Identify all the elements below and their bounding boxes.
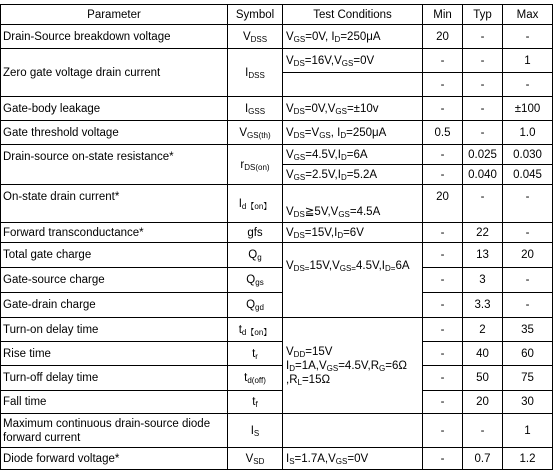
max-cell: 75: [503, 366, 553, 391]
param-cell: Drain-source on-state resistance*: [1, 145, 228, 185]
max-cell: -: [503, 293, 553, 318]
table-row: [1, 342, 553, 366]
table-row: [1, 145, 553, 165]
typ-cell: 2: [463, 318, 503, 342]
condition-cell: $V_{GS}=4.5V,I_D=6A$: [283, 145, 423, 165]
min-cell: -: [423, 318, 463, 342]
typ-cell: 0.7: [463, 448, 503, 470]
max-cell: 35: [503, 318, 553, 342]
symbol-cell: $t_{d【on】}$: [228, 318, 283, 342]
typ-cell: -: [463, 121, 503, 145]
condition-cell: $V_{GS}=0V$, $I_D=250\mu A$: [283, 25, 423, 49]
symbol-cell: $I_{d【on】}$: [228, 185, 283, 223]
condition-cell: [283, 414, 423, 448]
min-cell: -: [423, 73, 463, 97]
max-cell: -: [503, 223, 553, 243]
min-cell: -: [423, 145, 463, 165]
min-cell: -: [423, 414, 463, 448]
symbol-cell: $V_{DSS}$: [228, 25, 283, 49]
electrical-characteristics-table: [0, 4, 553, 470]
table-row: [1, 318, 553, 342]
min-cell: -: [423, 268, 463, 293]
switching-condition-line-1: $V_{DD}=15V$: [286, 345, 333, 359]
param-cell: On-state drain current*: [1, 185, 228, 223]
condition-cell: $V_{DS}=16V,V_{GS}=0V$: [283, 49, 423, 73]
max-cell: -: [503, 268, 553, 293]
symbol-cell: $t_f$: [228, 391, 283, 414]
typ-cell: 3.3: [463, 293, 503, 318]
typ-cell: 3: [463, 268, 503, 293]
table-row: [1, 49, 553, 73]
param-cell: Maximum continuous drain-source diode forward current: [1, 414, 228, 448]
typ-cell: 20: [463, 391, 503, 414]
param-cell: Gate-source charge: [1, 268, 228, 293]
typ-cell: 22: [463, 223, 503, 243]
table-row: [1, 268, 553, 293]
param-cell: Gate threshold voltage: [1, 121, 228, 145]
symbol-cell: $I_{DSS}$: [228, 49, 283, 97]
table-row: [1, 448, 553, 470]
header-max: Max: [503, 5, 553, 25]
typ-cell: -: [463, 25, 503, 49]
max-cell: 0.045: [503, 165, 553, 185]
table-row: [1, 243, 553, 268]
header-test-conditions: Test Conditions: [283, 5, 423, 25]
table-row: [1, 366, 553, 391]
condition-cell: $V_{GS}=2.5V,I_D=5.2A$: [283, 165, 423, 185]
typ-cell: 50: [463, 366, 503, 391]
max-cell: 20: [503, 243, 553, 268]
min-cell: -: [423, 342, 463, 366]
typ-cell: -: [463, 73, 503, 97]
param-cell: Zero gate voltage drain current: [1, 49, 228, 97]
symbol-cell: $V_{SD}$: [228, 448, 283, 470]
min-cell: 20: [423, 25, 463, 49]
min-cell: 20: [423, 185, 463, 223]
table-row: [1, 223, 553, 243]
condition-cell: $V_{DS}=15V,I_D=6V$: [283, 223, 423, 243]
param-cell: Turn-off delay time: [1, 366, 228, 391]
max-cell: ±100: [503, 97, 553, 121]
table-header-row: [1, 5, 553, 25]
table-row: [1, 293, 553, 318]
param-cell: Fall time: [1, 391, 228, 414]
param-cell: Rise time: [1, 342, 228, 366]
typ-cell: 0.025: [463, 145, 503, 165]
symbol-cell: $I_S$: [228, 414, 283, 448]
condition-cell: $V_{DS=}15V,V_{GS=}4.5V,I_{D=}6A$: [283, 243, 423, 318]
table-row: [1, 391, 553, 414]
min-cell: -: [423, 293, 463, 318]
typ-cell: 0.040: [463, 165, 503, 185]
max-cell: 30: [503, 391, 553, 414]
max-cell: 1.0: [503, 121, 553, 145]
condition-cell: $V_{DS}≧5V,V_{GS}=4.5A$: [283, 185, 423, 223]
condition-cell: [283, 318, 423, 414]
header-typ: Typ: [463, 5, 503, 25]
param-cell: Turn-on delay time: [1, 318, 228, 342]
max-cell: -: [503, 25, 553, 49]
symbol-cell: $Q_{gs}$: [228, 268, 283, 293]
param-cell: Gate-drain charge: [1, 293, 228, 318]
max-cell: -: [503, 73, 553, 97]
max-cell: 0.030: [503, 145, 553, 165]
max-cell: 1.2: [503, 448, 553, 470]
typ-cell: -: [463, 97, 503, 121]
param-cell: Drain-Source breakdown voltage: [1, 25, 228, 49]
param-cell: Total gate charge: [1, 243, 228, 268]
max-cell: -: [503, 185, 553, 223]
header-symbol: Symbol: [228, 5, 283, 25]
param-cell: Forward transconductance*: [1, 223, 228, 243]
table-row: [1, 185, 553, 223]
symbol-cell: $Q_{gd}$: [228, 293, 283, 318]
min-cell: -: [423, 391, 463, 414]
symbol-cell: gfs: [228, 223, 283, 243]
min-cell: -: [423, 448, 463, 470]
param-cell: Diode forward voltage*: [1, 448, 228, 470]
condition-cell: $I_S=1.7A,V_{GS}=0V$: [283, 448, 423, 470]
max-cell: 60: [503, 342, 553, 366]
header-parameter: Parameter: [1, 5, 228, 25]
min-cell: -: [423, 223, 463, 243]
table-row: [1, 121, 553, 145]
min-cell: -: [423, 243, 463, 268]
min-cell: -: [423, 49, 463, 73]
typ-cell: -: [463, 414, 503, 448]
switching-condition-line-3: $,R_L=15\Omega$: [286, 373, 331, 387]
switching-condition-line-2: $I_D=1A,V_{GS}=4.5V,R_G=6\Omega$: [286, 359, 407, 373]
min-cell: 0.5: [423, 121, 463, 145]
min-cell: -: [423, 97, 463, 121]
typ-cell: -: [463, 49, 503, 73]
symbol-cell: $Q_g$: [228, 243, 283, 268]
typ-cell: -: [463, 185, 503, 223]
header-min: Min: [423, 5, 463, 25]
symbol-cell: $t_r$: [228, 342, 283, 366]
min-cell: -: [423, 165, 463, 185]
max-cell: 1: [503, 414, 553, 448]
typ-cell: 40: [463, 342, 503, 366]
max-cell: 1: [503, 49, 553, 73]
min-cell: -: [423, 366, 463, 391]
table-row: [1, 414, 553, 448]
symbol-cell: $t_{d(off)}$: [228, 366, 283, 391]
symbol-cell: $V_{GS(th)}$: [228, 121, 283, 145]
condition-cell: $V_{DS}=V_{GS}$, $I_D=250\mu A$: [283, 121, 423, 145]
param-cell: Gate-body leakage: [1, 97, 228, 121]
condition-cell: [283, 73, 423, 97]
symbol-cell: $r_{DS(on)}$: [228, 145, 283, 185]
symbol-cell: $I_{GSS}$: [228, 97, 283, 121]
table-row: [1, 97, 553, 121]
condition-cell: $V_{DS}=0V,V_{GS}=\pm 10v$: [283, 97, 423, 121]
table-row: [1, 25, 553, 49]
typ-cell: 13: [463, 243, 503, 268]
